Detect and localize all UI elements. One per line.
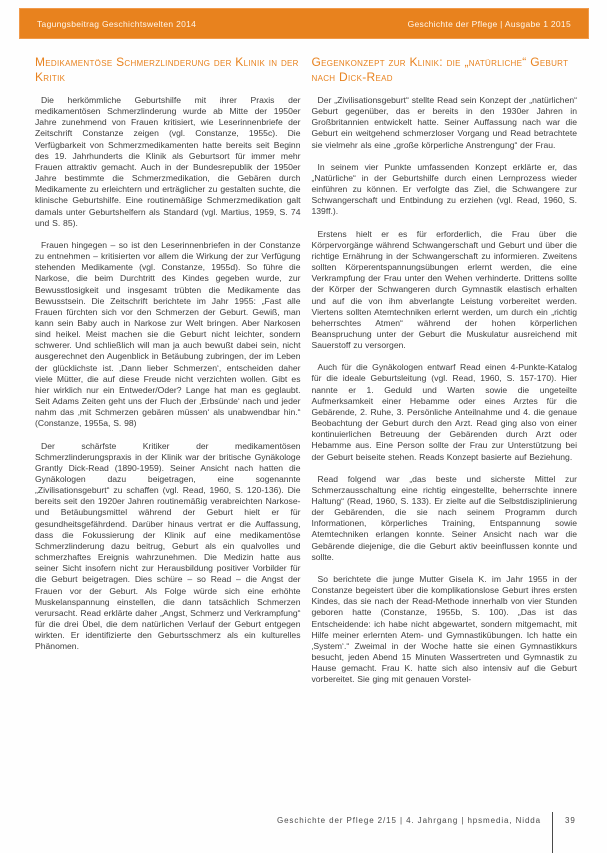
header-left-text: Tagungsbeitrag Geschichtswelten 2014	[37, 18, 197, 29]
article-paragraph: Der schärfste Kritiker der medikamentösen Schmerzlinderungspraxis in der Klinik war der britische Gynäkologe Grantly Dick-Read (1890-1959). Seiner Ansicht nach hatten die Gynäkologen dazu beigetragen, eine sogenannte „Zivilisationsgeburt“ zu schaffen (vgl. Read, 1960, S. 120-136). Die bereits seit den 1920er Jahren routinemäßig verabreichten Narkose- und Betäubungsmittel während der Geburt hielt er für gesundheitsgefährdend. Darüber hinaus vertrat er die Auffassung, dass die Fokussierung der Klinik auf eine medikamentöse Schmerzlinderung dazu beitrug, Geburt als ein qualvolles und schmerzhaftes Ereignis wahrzunehmen. Die Medizin hatte aus seiner Sicht insofern nicht zur Herausbildung positiver Vorbilder für die Geburt beigetragen. Dies schüre – so Read – die Angst der Frauen vor der Geburt. Als Folge würde sich eine erhöhte Muskelanspannung einstellen, die dann tatsächlich Schmerzen verursacht. Read erklärte daher „Angst, Schmerz und Verkrampfung“ für die drei Übel, die dem natürlichen Verlauf der Geburt entgegen wirkten. Er identifizierte den Geburtsschmerz als ein kulturelles Phänomen.	[35, 440, 301, 652]
article-paragraph: Die herkömmliche Geburtshilfe mit ihrer Praxis der medikamentösen Schmerzlinderung wurde ab Mitte der 1950er Jahre zunehmend von Frauen kritisiert, wie Leserinnenbriefe der Zeitschrift Constanze zeigen (vgl. Constanze, 1955c). Die Verfügbarkeit von Schmerzmedikamenten hatte bereits seit Beginn des 19. Jahrhunderts die Klinik als Geburtsort für immer mehr Frauen attraktiv gemacht. Auch in der Bundesrepublik der 1950er Jahre bestimmte die Schmerzmedikation, die Gebären durch Medikamente zu erleichtern und erträglicher zu gestalten suchte, die klinische Geburtshilfe. Eine routinemäßige Schmerzmedikation galt damals unter Geburtshelfern als Standard (vgl. Martius, 1959, S. 74 und S. 85).	[35, 95, 301, 228]
article-paragraph: Auch für die Gynäkologen entwarf Read einen 4-Punkte-Katalog für die ideale Geburtsleitung (vgl. Read, 1960, S. 157-170). Hier nannte er 1. Geduld und Warten sowie die ungeteilte Aufmerksamkeit einer Hebamme oder eines Arztes für die Gebärende, 2. Ruhe, 3. Persönliche Anteilnahme und 4. die genaue Beobachtung der Geburt durch den Arzt. Read ging also von einer kontinuierlichen Betreuung der Gebärenden durch Arzt oder Hebamme aus. Eine Person sollte der Frau zur Unterstützung bei der Geburt beiseite stehen. Reads Konzept basierte auf Beziehung.	[311, 362, 577, 462]
header-right-text: Geschichte der Pflege | Ausgabe 1 2015	[407, 18, 571, 29]
page-header-bar	[19, 8, 589, 39]
footer-divider	[552, 812, 553, 853]
section-heading-left: Medikamentöse Schmerzlinderung der Klinik in der Kritik	[35, 55, 299, 84]
article-paragraph: Der „Zivilisationsgeburt“ stellte Read sein Konzept der „natürlichen“ Geburt gegenüber, das er bereits in den 1930er Jahren in Großbritannien entwickelt hatte. Seiner Auffassung nach war die Geburt ein weitgehend schmerzloser Vorgang und Read betrachtete sie vielmehr als eine „große körperliche Anstrengung“ der Frau.	[311, 95, 577, 150]
footer-page-number: 39	[565, 816, 576, 825]
article-paragraph: Read folgend war „das beste und sicherste Mittel zur Schmerzausschaltung eine richtig eingestellte, beherrschte innere Haltung“ (Read, 1960, S. 133). Er zielte auf die Selbstdisziplinierung der Gebärenden, die sie nach seinem Programm durch Informationen, körperliches Training, Entspannung sowie Atemtechniken erlangen konnte. Seiner Ansicht nach war die Gebärende diejenige, die die Geburt aktiv beeinflussen konnte und sollte.	[311, 473, 577, 562]
footer-journal-line: Geschichte der Pflege 2/15 | 4. Jahrgang | hpsmedia, Nidda	[276, 816, 541, 825]
left-column	[35, 55, 301, 697]
right-column	[312, 55, 578, 697]
article-paragraph: So berichtete die junge Mutter Gisela K. im Jahr 1955 in der Constanze begeistert über die komplikationslose Geburt ihres ersten Kindes, das sie nach der Read-Methode innerhalb von vier Stunden geboren hatte (Constanze, 1955b, S. 100). „Das ist das Entscheidende: ich habe nicht abgewartet, sondern mitgemacht, mit Hilfe meiner erlernten Atem- und Gymnastikübungen. Ich hatte ein ‚System‘.“ Zweimal in der Woche hatte sie einen Gymnastikkurs besucht, jeden Abend 15 Minuten Wassertreten und Gymnastik zu Hause gemacht. Frau K. hatte sich also intensiv auf die Geburt vorbereitet. Sie ging mit genauen Vorstel-	[311, 573, 577, 685]
article-body	[35, 55, 577, 697]
page-footer	[0, 812, 607, 853]
section-heading-right: Gegenkonzept zur Klinik: die „natürliche“ Geburt nach Dick-Read	[311, 55, 569, 84]
article-paragraph: In seinem vier Punkte umfassenden Konzept erklärte er, das „Natürliche“ in der Geburtshilfe durch einen Lernprozess wieder einführen zu können. Er verfolgte das Ziel, die Schwangere zur Schwangerschaft und Entbindung zu erziehen (vgl. Read, 1960, S. 139ff.).	[311, 161, 577, 217]
article-paragraph: Erstens hielt er es für erforderlich, die Frau über die Körpervorgänge während Schwangerschaft und Geburt und über die richtige Ernährung in der Schwangerschaft zu informieren. Zweitens sollten Körperentspannungsübungen erlernt werden, die eine Verkrampfung der Frau unter den Wehen verhinderte. Drittens sollte der Körper der Schwangeren durch Gymnastik elastisch erhalten und auf die von ihm abverlangte Leistung vorbereitet werden. Viertens sollten Atemtechniken erlernt werden, um durch ein „richtig beherrschtes Atmen“ während der hohen körperlichen Beanspruchung unter der Geburt die Muskulatur ausreichend mit Sauerstoff zu versorgen.	[311, 228, 577, 351]
article-paragraph: Frauen hingegen – so ist den Leserinnenbriefen in der Constanze zu entnehmen – kritisierten vor allem die Wirkung der zur Verfügung stehenden Medikamente (vgl. Constanze, 1955d). So führe die Narkose, die beim Durchtritt des Kindes gegeben wurde, zur Bewusstlosigkeit und insgesamt trübten die Medikamente das Bewusstsein. Die Zeitschrift berichtete im Jahr 1955: „Fast alle Frauen fürchten sich vor den Schmerzen der Geburt. Gewiß, man kann sein Baby auch in Narkose zur Welt bringen. Aber Narkosen sind heikel. Meist machen sie die Geburt nicht leichter, sondern schwerer. Und schließlich will man ja auch bewußt dabei sein, nicht ausgerechnet den Augenblick in Betäubung zubringen, der im Leben der glücklichste ist. ‚Dann lieber Schmerzen‘, entscheiden daher viele Mütter, die auf diese Freude nicht verzichten wollen. Gibt es hier wirklich nur ein Entweder/Oder? Lange hat man es geglaubt. Seit Adams Zeiten geht uns der Fluch der ‚Erbsünde‘ nach und jeder nahm das ‚mit Schmerzen gebären müssen‘ als unabwendbar hin.“ (Constanze, 1955a, S. 98)	[35, 239, 301, 429]
